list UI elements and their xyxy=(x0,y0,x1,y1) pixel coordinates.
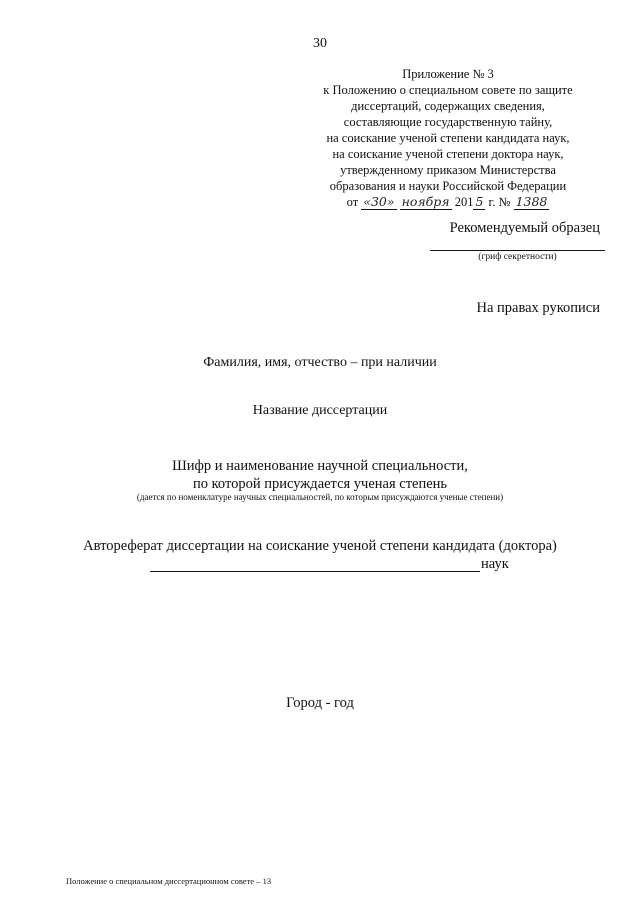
appendix-line: образования и науки Российской Федерации xyxy=(329,179,567,193)
science-field-line xyxy=(150,556,520,572)
specialty-line: по которой присуждается ученая степень xyxy=(192,476,448,492)
specialty-line: Шифр и наименование научной специальности, xyxy=(172,458,468,474)
recommended-sample: Рекомендуемый образец xyxy=(449,220,600,236)
year-prefix: 201 xyxy=(454,195,474,209)
appendix-line: к Положению о специальном совете по защите xyxy=(323,83,573,97)
science-word: наук xyxy=(481,556,509,572)
page-footer: Положение о специальном диссертационном совете – 13 xyxy=(66,876,272,886)
handwritten-month: ноября xyxy=(401,194,450,209)
appendix-line: утвержденному приказом Министерства xyxy=(340,163,556,177)
page-number: 30 xyxy=(313,36,327,51)
order-date-line xyxy=(298,194,598,210)
handwritten-order-number: 1388 xyxy=(515,194,548,209)
handwritten-year-digit: 5 xyxy=(475,194,484,209)
appendix-line: на соискание ученой степени кандидата наук, xyxy=(326,131,570,145)
secrecy-signature-line xyxy=(430,250,605,251)
appendix-line: на соискание ученой степени доктора наук, xyxy=(332,147,564,161)
science-field-blank xyxy=(150,571,480,572)
number-prefix: г. № xyxy=(488,195,511,209)
appendix-line: составляющие государственную тайну, xyxy=(343,115,553,129)
dissertation-title-placeholder: Название диссертации xyxy=(252,403,388,418)
secrecy-label: (гриф секретности) xyxy=(478,252,557,262)
appendix-header xyxy=(298,66,598,210)
appendix-line: диссертаций, содержащих сведения, xyxy=(351,99,545,113)
abstract-title: Автореферат диссертации на соискание ученой степени кандидата (доктора) xyxy=(83,538,557,554)
author-name-placeholder: Фамилия, имя, отчество – при наличии xyxy=(203,355,437,370)
date-prefix: от xyxy=(346,195,359,209)
appendix-line: Приложение № 3 xyxy=(402,67,494,81)
manuscript-rights: На правах рукописи xyxy=(476,300,600,316)
city-year: Город - год xyxy=(286,695,354,711)
specialty-block xyxy=(0,457,640,493)
handwritten-day: «30» xyxy=(363,194,395,209)
specialty-note: (дается по номенклатуре научных специальностей, по которым присуждаются ученые степени) xyxy=(136,492,504,502)
